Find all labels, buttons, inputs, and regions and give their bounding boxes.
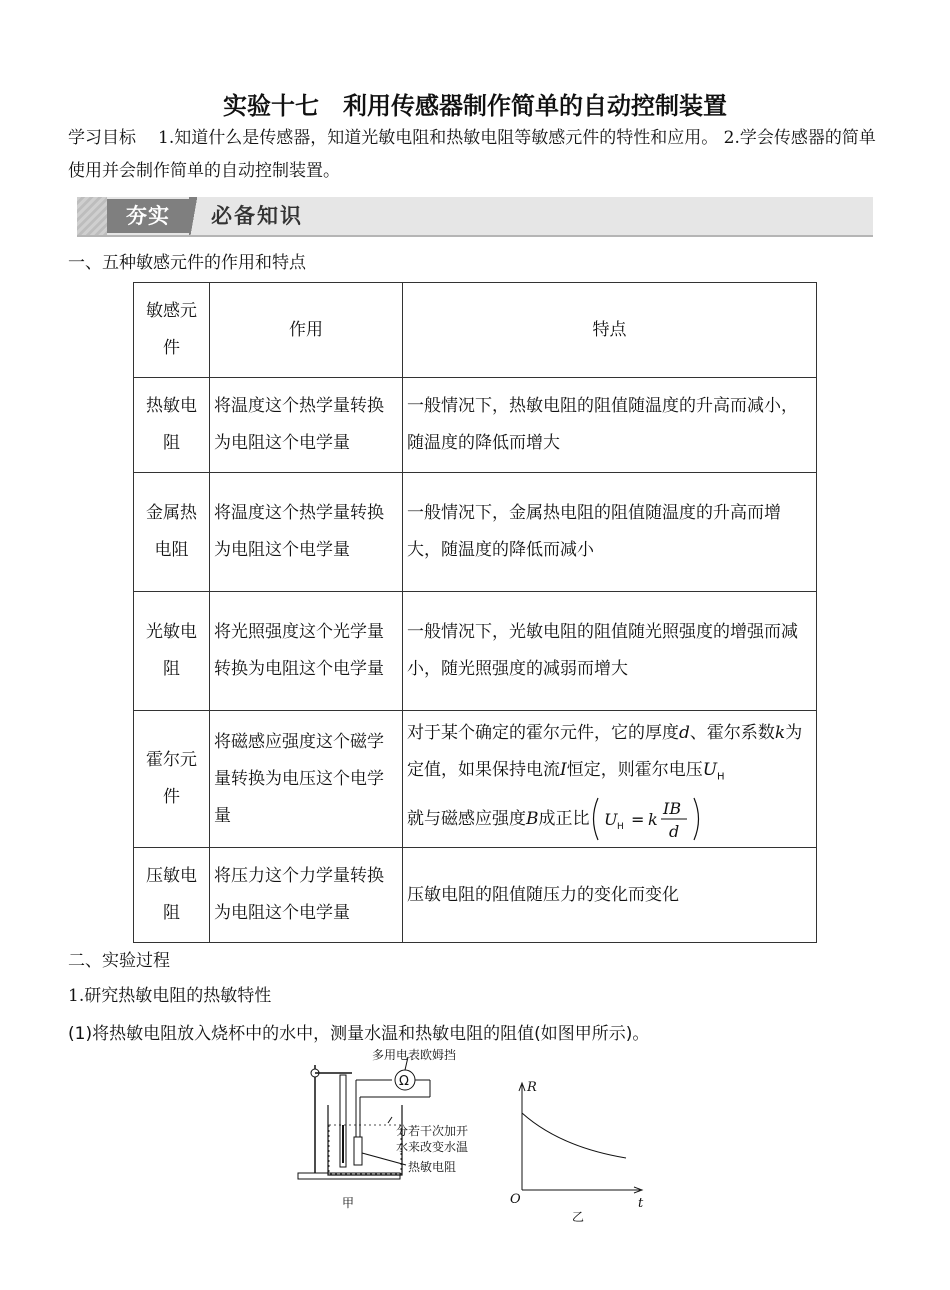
section-heading-2: 二、实验过程 xyxy=(68,951,170,971)
formula-lhs: U xyxy=(603,810,617,830)
element-name: 霍尔元件 xyxy=(134,711,210,848)
element-function: 将磁感应强度这个磁学量转换为电压这个电学量 xyxy=(210,711,403,848)
element-name: 热敏电阻 xyxy=(134,378,210,473)
formula-num: IB xyxy=(662,799,681,819)
hall-formula xyxy=(590,795,702,843)
element-feature: 对于某个确定的霍尔元件，它的厚度d、霍尔系数k为定值，如果保持电流I恒定，则霍尔电压$U_H$ 就与磁感应强度B成正比 U H = k IB d xyxy=(403,711,817,848)
math-i: I xyxy=(560,759,567,780)
banner-heading: 必备知识 xyxy=(211,204,303,228)
r-t-curve xyxy=(522,1113,626,1158)
ohm-symbol: Ω xyxy=(399,1074,409,1089)
origin-label: O xyxy=(510,1192,521,1207)
formula-sub: H xyxy=(616,822,624,833)
y-axis-label: R xyxy=(527,1080,537,1095)
element-name: 金属热电阻 xyxy=(134,473,210,592)
element-feature: 一般情况下，热敏电阻的阻值随温度的升高而减小，随温度的降低而增大 xyxy=(403,378,817,473)
meter-label: 多用电表欧姆挡 xyxy=(372,1048,457,1062)
formula-k: k xyxy=(647,810,658,830)
section-banner xyxy=(77,197,873,237)
table-row xyxy=(134,378,817,473)
table-row xyxy=(134,473,817,592)
stand-base xyxy=(298,1173,400,1179)
element-name: 压敏电阻 xyxy=(134,848,210,943)
element-feature: 一般情况下，金属热电阻的阻值随温度的升高而增大，随温度的降低而减小 xyxy=(403,473,817,592)
header-cell: 作用 xyxy=(210,283,403,378)
math-d: d xyxy=(679,722,690,743)
step-1-heading: 1.研究热敏电阻的热敏特性 xyxy=(68,986,272,1006)
formula-den: d xyxy=(668,822,679,842)
header-cell: 特点 xyxy=(403,283,817,378)
element-function: 将温度这个热学量转换为电阻这个电学量 xyxy=(210,473,403,592)
step-1a-text: (1)将热敏电阻放入烧杯中的水中，测量水温和热敏电阻的阻值(如图甲所示)。 xyxy=(68,1024,650,1044)
table-header-row xyxy=(134,283,817,378)
goal-text: 1.知道什么是传感器，知道光敏电阻和热敏电阻等敏感元件的特性和应用。 2.学会传感器的简单使用并会制作简单的自动控制装置。 xyxy=(68,128,876,181)
table-row xyxy=(134,592,817,711)
banner-tag: 夯实 xyxy=(107,199,189,233)
math-u: U xyxy=(702,759,718,780)
page-title: 实验十七 利用传感器制作简单的自动控制装置 xyxy=(223,91,727,120)
thermistor xyxy=(354,1137,362,1165)
element-function: 将光照强度这个光学量转换为电阻这个电学量 xyxy=(210,592,403,711)
caption-b: 乙 xyxy=(572,1210,585,1224)
math-sub-h: H xyxy=(717,771,725,783)
math-k: k xyxy=(774,722,786,743)
section-heading-1: 一、五种敏感元件的作用和特点 xyxy=(68,253,306,273)
x-axis-label: t xyxy=(638,1196,644,1211)
table-row xyxy=(134,711,817,848)
element-feature: 压敏电阻的阻值随压力的变化而变化 xyxy=(403,848,817,943)
caption-a: 甲 xyxy=(342,1196,355,1210)
beaker xyxy=(328,1105,402,1175)
water-label-2: 水来改变水温 xyxy=(396,1140,469,1154)
water-label-1: 分若干次加开 xyxy=(396,1124,469,1138)
table-row xyxy=(134,848,817,943)
header-cell: 敏感元件 xyxy=(134,283,210,378)
math-b: B xyxy=(526,809,539,830)
banner-tag-tail xyxy=(189,197,203,235)
experiment-figure xyxy=(290,1045,660,1225)
learning-goal xyxy=(68,122,878,188)
goal-label: 学习目标 xyxy=(68,128,136,148)
banner-stripe xyxy=(77,197,107,235)
thermistor-label: 热敏电阻 xyxy=(408,1160,457,1174)
sensor-table xyxy=(133,282,817,943)
element-function: 将温度这个热学量转换为电阻这个电学量 xyxy=(210,378,403,473)
formula-eq: = xyxy=(630,810,644,830)
element-feature: 一般情况下，光敏电阻的阻值随光照强度的增强而减小，随光照强度的减弱而增大 xyxy=(403,592,817,711)
element-function: 将压力这个力学量转换为电阻这个电学量 xyxy=(210,848,403,943)
element-name: 光敏电阻 xyxy=(134,592,210,711)
